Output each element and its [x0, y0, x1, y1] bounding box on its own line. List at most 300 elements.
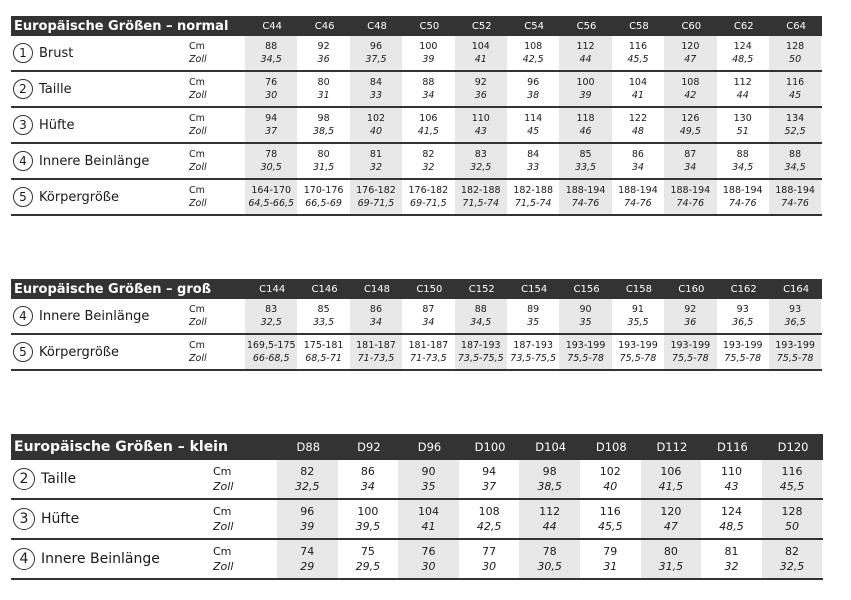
row-label — [11, 335, 189, 369]
cm-value: 124 — [733, 41, 752, 52]
cm-value: 112 — [576, 41, 595, 52]
cm-value: 176-182 — [356, 185, 396, 196]
row-number-badge: 4 — [13, 151, 33, 171]
zoll-value: 45,5 — [598, 520, 623, 533]
value-cell — [580, 540, 641, 578]
cm-value: 124 — [720, 505, 742, 518]
cm-value: 108 — [478, 505, 500, 518]
zoll-value: 36 — [474, 90, 487, 101]
cm-value: 85 — [579, 149, 592, 160]
cm-value: 85 — [317, 304, 330, 315]
zoll-value: 71-73,5 — [410, 353, 447, 364]
cm-value: 96 — [527, 77, 540, 88]
cm-value: 182-188 — [513, 185, 553, 196]
cm-value: 181-187 — [356, 340, 396, 351]
cm-value: 78 — [542, 545, 557, 558]
cm-value: 89 — [527, 304, 540, 315]
value-cell — [398, 500, 459, 538]
cm-value: 82 — [300, 465, 315, 478]
zoll-value: 33 — [527, 162, 540, 173]
zoll-value: 30 — [421, 560, 436, 573]
zoll-value: 44 — [579, 54, 592, 65]
zoll-value: 50 — [789, 54, 802, 65]
value-cell — [245, 72, 297, 106]
value-cell — [664, 144, 716, 178]
zoll-value: 46 — [579, 126, 592, 137]
zoll-value: 41 — [631, 90, 644, 101]
row-label — [11, 108, 189, 142]
zoll-value: 34 — [369, 317, 383, 328]
unit-zoll-label: Zoll — [189, 54, 207, 65]
size-header-cell: C60 — [681, 20, 702, 32]
value-cell — [455, 335, 507, 369]
value-cell — [559, 36, 611, 70]
cm-value: 82 — [422, 149, 435, 160]
size-header-cell: D96 — [417, 440, 442, 454]
size-header-cell: C158 — [625, 283, 652, 295]
row-units — [189, 36, 245, 70]
cm-value: 106 — [660, 465, 682, 478]
zoll-value: 51 — [736, 126, 749, 137]
value-cell — [350, 36, 402, 70]
size-header-cell: C62 — [733, 20, 754, 32]
size-header-cell: C152 — [468, 283, 495, 295]
zoll-value: 37 — [482, 480, 497, 493]
row-units — [189, 144, 245, 178]
table-title: Europäische Größen – normal — [14, 18, 229, 34]
row-number-badge: 4 — [13, 548, 35, 570]
value-cell — [459, 460, 520, 498]
value-cell — [338, 540, 399, 578]
value-cell — [664, 180, 716, 214]
cm-value: 78 — [265, 149, 278, 160]
value-cell — [559, 335, 611, 369]
row-units — [213, 500, 277, 538]
zoll-value: 74-76 — [676, 198, 705, 209]
zoll-value: 32 — [422, 162, 435, 173]
cm-value: 118 — [576, 113, 595, 124]
value-cell — [402, 72, 454, 106]
value-cell — [507, 335, 559, 369]
unit-cm-label: Cm — [213, 545, 232, 558]
zoll-value: 40 — [369, 126, 383, 137]
zoll-value: 32,5 — [470, 162, 492, 173]
cm-value: 188-194 — [670, 185, 711, 196]
cm-value: 170-176 — [303, 185, 344, 196]
row-name: Innere Beinlänge — [39, 308, 150, 324]
value-cell — [580, 460, 641, 498]
value-cell — [519, 460, 580, 498]
zoll-value: 38,5 — [313, 126, 335, 137]
cm-value: 88 — [736, 149, 749, 160]
measurement-row — [11, 36, 822, 72]
value-cell — [519, 500, 580, 538]
size-header-cell: C56 — [576, 20, 597, 32]
zoll-value: 50 — [785, 520, 800, 533]
value-cell — [769, 144, 821, 178]
zoll-value: 43 — [724, 480, 739, 493]
cm-value: 93 — [789, 304, 802, 315]
zoll-value: 52,5 — [784, 126, 806, 137]
value-cell — [664, 36, 716, 70]
cm-value: 79 — [603, 545, 618, 558]
unit-cm-label: Cm — [213, 465, 232, 478]
zoll-value: 48,5 — [732, 54, 754, 65]
row-units — [189, 299, 245, 333]
value-cell — [402, 144, 454, 178]
row-label — [11, 540, 213, 578]
value-cell — [507, 144, 559, 178]
value-cell — [297, 180, 349, 214]
value-cell — [559, 108, 611, 142]
row-units — [213, 460, 277, 498]
zoll-value: 35 — [527, 317, 540, 328]
unit-cm-label: Cm — [189, 304, 205, 315]
zoll-value: 73,5-75,5 — [457, 353, 504, 364]
cm-value: 75 — [360, 545, 375, 558]
row-units — [189, 108, 245, 142]
value-cell — [350, 72, 402, 106]
cm-value: 187-193 — [513, 340, 553, 351]
value-cell — [402, 335, 454, 369]
zoll-value: 31 — [317, 90, 330, 101]
cm-value: 181-187 — [408, 340, 449, 351]
cm-value: 96 — [369, 41, 383, 52]
unit-cm-label: Cm — [213, 505, 232, 518]
cm-value: 126 — [681, 113, 700, 124]
value-cell — [664, 108, 716, 142]
unit-cm-label: Cm — [189, 185, 205, 196]
cm-value: 187-193 — [460, 340, 501, 351]
value-cell — [297, 335, 349, 369]
value-cell — [612, 72, 664, 106]
size-header-cell: C146 — [311, 283, 338, 295]
zoll-value: 34 — [684, 162, 697, 173]
size-header-cell: C64 — [786, 20, 806, 32]
cm-value: 76 — [421, 545, 436, 558]
value-cell — [641, 460, 702, 498]
value-cell — [507, 36, 559, 70]
table-header — [11, 434, 823, 460]
size-header-cell: C156 — [573, 283, 600, 295]
zoll-value: 32,5 — [260, 317, 282, 328]
cm-value: 104 — [628, 77, 647, 88]
value-cell — [559, 72, 611, 106]
value-cell — [762, 460, 823, 498]
unit-zoll-label: Zoll — [213, 480, 234, 493]
size-header-cell: D100 — [474, 440, 506, 454]
table-header — [11, 279, 822, 299]
row-units — [189, 72, 245, 106]
zoll-value: 49,5 — [679, 126, 701, 137]
cm-value: 188-194 — [722, 185, 763, 196]
cm-value: 100 — [357, 505, 379, 518]
zoll-value: 66-68,5 — [252, 353, 290, 364]
zoll-value: 29 — [300, 560, 315, 573]
zoll-value: 30,5 — [537, 560, 562, 573]
value-cell — [769, 335, 821, 369]
cm-value: 106 — [419, 113, 438, 124]
value-cell — [717, 36, 769, 70]
zoll-value: 37 — [265, 126, 278, 137]
zoll-value: 48 — [631, 126, 644, 137]
cm-value: 120 — [660, 505, 682, 518]
cm-value: 112 — [539, 505, 561, 518]
size-header-cell: D120 — [777, 440, 809, 454]
unit-cm-label: Cm — [189, 149, 205, 160]
zoll-value: 38 — [527, 90, 540, 101]
zoll-value: 47 — [663, 520, 678, 533]
cm-value: 128 — [781, 505, 803, 518]
zoll-value: 37,5 — [365, 54, 387, 65]
cm-value: 188-194 — [775, 185, 815, 196]
value-cell — [245, 180, 297, 214]
size-header-cell: D88 — [296, 440, 321, 454]
cm-value: 86 — [631, 149, 644, 160]
zoll-value: 38,5 — [537, 480, 562, 493]
unit-cm-label: Cm — [189, 340, 205, 351]
zoll-value: 35 — [579, 317, 592, 328]
measurement-row — [11, 460, 823, 500]
value-cell — [559, 299, 611, 333]
zoll-value: 34 — [422, 317, 435, 328]
value-cell — [507, 299, 559, 333]
zoll-value: 34,5 — [732, 162, 754, 173]
zoll-value: 71-73,5 — [357, 353, 395, 364]
cm-value: 80 — [317, 149, 330, 160]
value-cell — [701, 460, 762, 498]
unit-cm-label: Cm — [189, 77, 205, 88]
zoll-value: 44 — [736, 90, 749, 101]
zoll-value: 45,5 — [627, 54, 649, 65]
zoll-value: 45 — [789, 90, 802, 101]
zoll-value: 32,5 — [295, 480, 320, 493]
zoll-value: 30,5 — [260, 162, 282, 173]
size-header-cell: C148 — [363, 283, 391, 295]
unit-zoll-label: Zoll — [189, 317, 207, 328]
size-header-cell: D116 — [717, 440, 748, 454]
size-header-cell: C52 — [471, 20, 492, 32]
row-number-badge: 5 — [13, 342, 33, 362]
value-cell — [402, 108, 454, 142]
measurement-row — [11, 72, 822, 108]
cm-value: 110 — [720, 465, 742, 478]
size-header-cell: D104 — [535, 440, 567, 454]
value-cell — [664, 335, 716, 369]
value-cell — [717, 180, 769, 214]
zoll-value: 74-76 — [571, 198, 600, 209]
zoll-value: 43 — [474, 126, 487, 137]
row-label — [11, 144, 189, 178]
value-cell — [338, 460, 399, 498]
cm-value: 83 — [265, 304, 278, 315]
cm-value: 90 — [579, 304, 592, 315]
value-cell — [350, 144, 402, 178]
cm-value: 92 — [684, 304, 697, 315]
zoll-value: 36 — [684, 317, 697, 328]
cm-value: 90 — [421, 465, 436, 478]
zoll-value: 35 — [421, 480, 436, 493]
value-cell — [717, 72, 769, 106]
value-cell — [245, 108, 297, 142]
unit-zoll-label: Zoll — [189, 353, 207, 364]
zoll-value: 30 — [265, 90, 278, 101]
cm-value: 128 — [786, 41, 805, 52]
value-cell — [297, 108, 349, 142]
row-label — [11, 180, 189, 214]
value-cell — [664, 72, 716, 106]
value-cell — [641, 500, 702, 538]
value-cell — [455, 299, 507, 333]
value-cell — [459, 540, 520, 578]
zoll-value: 41 — [474, 54, 487, 65]
row-label — [11, 36, 189, 70]
zoll-value: 74-76 — [728, 198, 757, 209]
zoll-value: 34,5 — [470, 317, 492, 328]
value-cell — [402, 36, 454, 70]
value-cell — [769, 36, 821, 70]
value-cell — [245, 299, 297, 333]
value-cell — [641, 540, 702, 578]
value-cell — [350, 299, 402, 333]
zoll-value: 32,5 — [779, 560, 805, 573]
value-cell — [338, 500, 399, 538]
zoll-value: 39 — [300, 520, 315, 533]
value-cell — [350, 180, 402, 214]
size-table — [11, 434, 823, 580]
value-cell — [455, 36, 507, 70]
zoll-value: 34,5 — [784, 162, 806, 173]
size-header-cell: D112 — [656, 440, 688, 454]
cm-value: 81 — [724, 545, 739, 558]
cm-value: 110 — [471, 113, 490, 124]
value-cell — [717, 335, 769, 369]
zoll-value: 74-76 — [781, 198, 809, 209]
row-name: Hüfte — [39, 117, 75, 133]
cm-value: 87 — [684, 149, 697, 160]
zoll-value: 74-76 — [624, 198, 652, 209]
cm-value: 88 — [422, 77, 435, 88]
cm-value: 176-182 — [408, 185, 449, 196]
row-number-badge: 3 — [13, 508, 35, 530]
unit-zoll-label: Zoll — [189, 198, 207, 209]
value-cell — [350, 335, 402, 369]
cm-value: 116 — [599, 505, 621, 518]
unit-zoll-label: Zoll — [213, 520, 234, 533]
row-name: Brust — [39, 45, 74, 61]
cm-value: 98 — [542, 465, 557, 478]
cm-value: 77 — [482, 545, 497, 558]
value-cell — [664, 299, 716, 333]
value-cell — [455, 108, 507, 142]
cm-value: 98 — [317, 113, 330, 124]
zoll-value: 34,5 — [260, 54, 282, 65]
size-header-cell: C58 — [629, 20, 649, 32]
value-cell — [762, 500, 823, 538]
size-header-cell: C164 — [783, 283, 810, 295]
cm-value: 91 — [631, 304, 644, 315]
value-cell — [277, 460, 338, 498]
cm-value: 108 — [524, 41, 543, 52]
size-header-cell: C144 — [259, 283, 286, 295]
cm-value: 116 — [786, 77, 805, 88]
row-name: Innere Beinlänge — [41, 551, 160, 567]
value-cell — [580, 500, 641, 538]
cm-value: 80 — [317, 77, 330, 88]
row-name: Körpergröße — [39, 344, 119, 360]
zoll-value: 40 — [603, 480, 618, 493]
row-name: Hüfte — [41, 511, 80, 527]
value-cell — [701, 500, 762, 538]
value-cell — [559, 180, 611, 214]
zoll-value: 75,5-78 — [776, 353, 814, 364]
cm-value: 182-188 — [460, 185, 501, 196]
zoll-value: 39 — [422, 54, 435, 65]
zoll-value: 34 — [422, 90, 435, 101]
cm-value: 114 — [524, 113, 543, 124]
cm-value: 188-194 — [618, 185, 658, 196]
value-cell — [717, 299, 769, 333]
row-name: Körpergröße — [39, 189, 119, 205]
value-cell — [717, 108, 769, 142]
cm-value: 100 — [576, 77, 595, 88]
cm-value: 102 — [599, 465, 621, 478]
cm-value: 116 — [628, 41, 647, 52]
value-cell — [297, 144, 349, 178]
zoll-value: 33 — [369, 90, 383, 101]
zoll-value: 42 — [684, 90, 697, 101]
zoll-value: 30 — [482, 560, 497, 573]
zoll-value: 35,5 — [627, 317, 649, 328]
cm-value: 193-199 — [670, 340, 711, 351]
cm-value: 94 — [265, 113, 278, 124]
zoll-value: 69-71,5 — [410, 198, 447, 209]
cm-value: 193-199 — [775, 340, 815, 351]
zoll-value: 36 — [317, 54, 330, 65]
cm-value: 81 — [369, 149, 383, 160]
size-header-cell: C154 — [521, 283, 548, 295]
zoll-value: 71,5-74 — [514, 198, 552, 209]
cm-value: 96 — [300, 505, 315, 518]
cm-value: 169,5-175 — [246, 340, 296, 351]
cm-value: 108 — [681, 77, 700, 88]
measurement-row — [11, 144, 822, 180]
cm-value: 88 — [474, 304, 487, 315]
value-cell — [769, 72, 821, 106]
value-cell — [701, 540, 762, 578]
value-cell — [398, 540, 459, 578]
value-cell — [762, 540, 823, 578]
cm-value: 116 — [781, 465, 803, 478]
zoll-value: 64,5-66,5 — [248, 198, 295, 209]
measurement-row — [11, 335, 822, 371]
row-label — [11, 299, 189, 333]
zoll-value: 73,5-75,5 — [510, 353, 557, 364]
zoll-value: 75,5-78 — [671, 353, 709, 364]
zoll-value: 39 — [579, 90, 592, 101]
value-cell — [277, 500, 338, 538]
value-cell — [402, 180, 454, 214]
measurement-row — [11, 540, 823, 580]
cm-value: 80 — [663, 545, 678, 558]
zoll-value: 31,5 — [658, 560, 684, 573]
zoll-value: 36,5 — [732, 317, 754, 328]
row-label — [11, 500, 213, 538]
unit-zoll-label: Zoll — [189, 126, 207, 137]
zoll-value: 45,5 — [779, 480, 805, 493]
value-cell — [507, 72, 559, 106]
size-table — [11, 279, 822, 371]
